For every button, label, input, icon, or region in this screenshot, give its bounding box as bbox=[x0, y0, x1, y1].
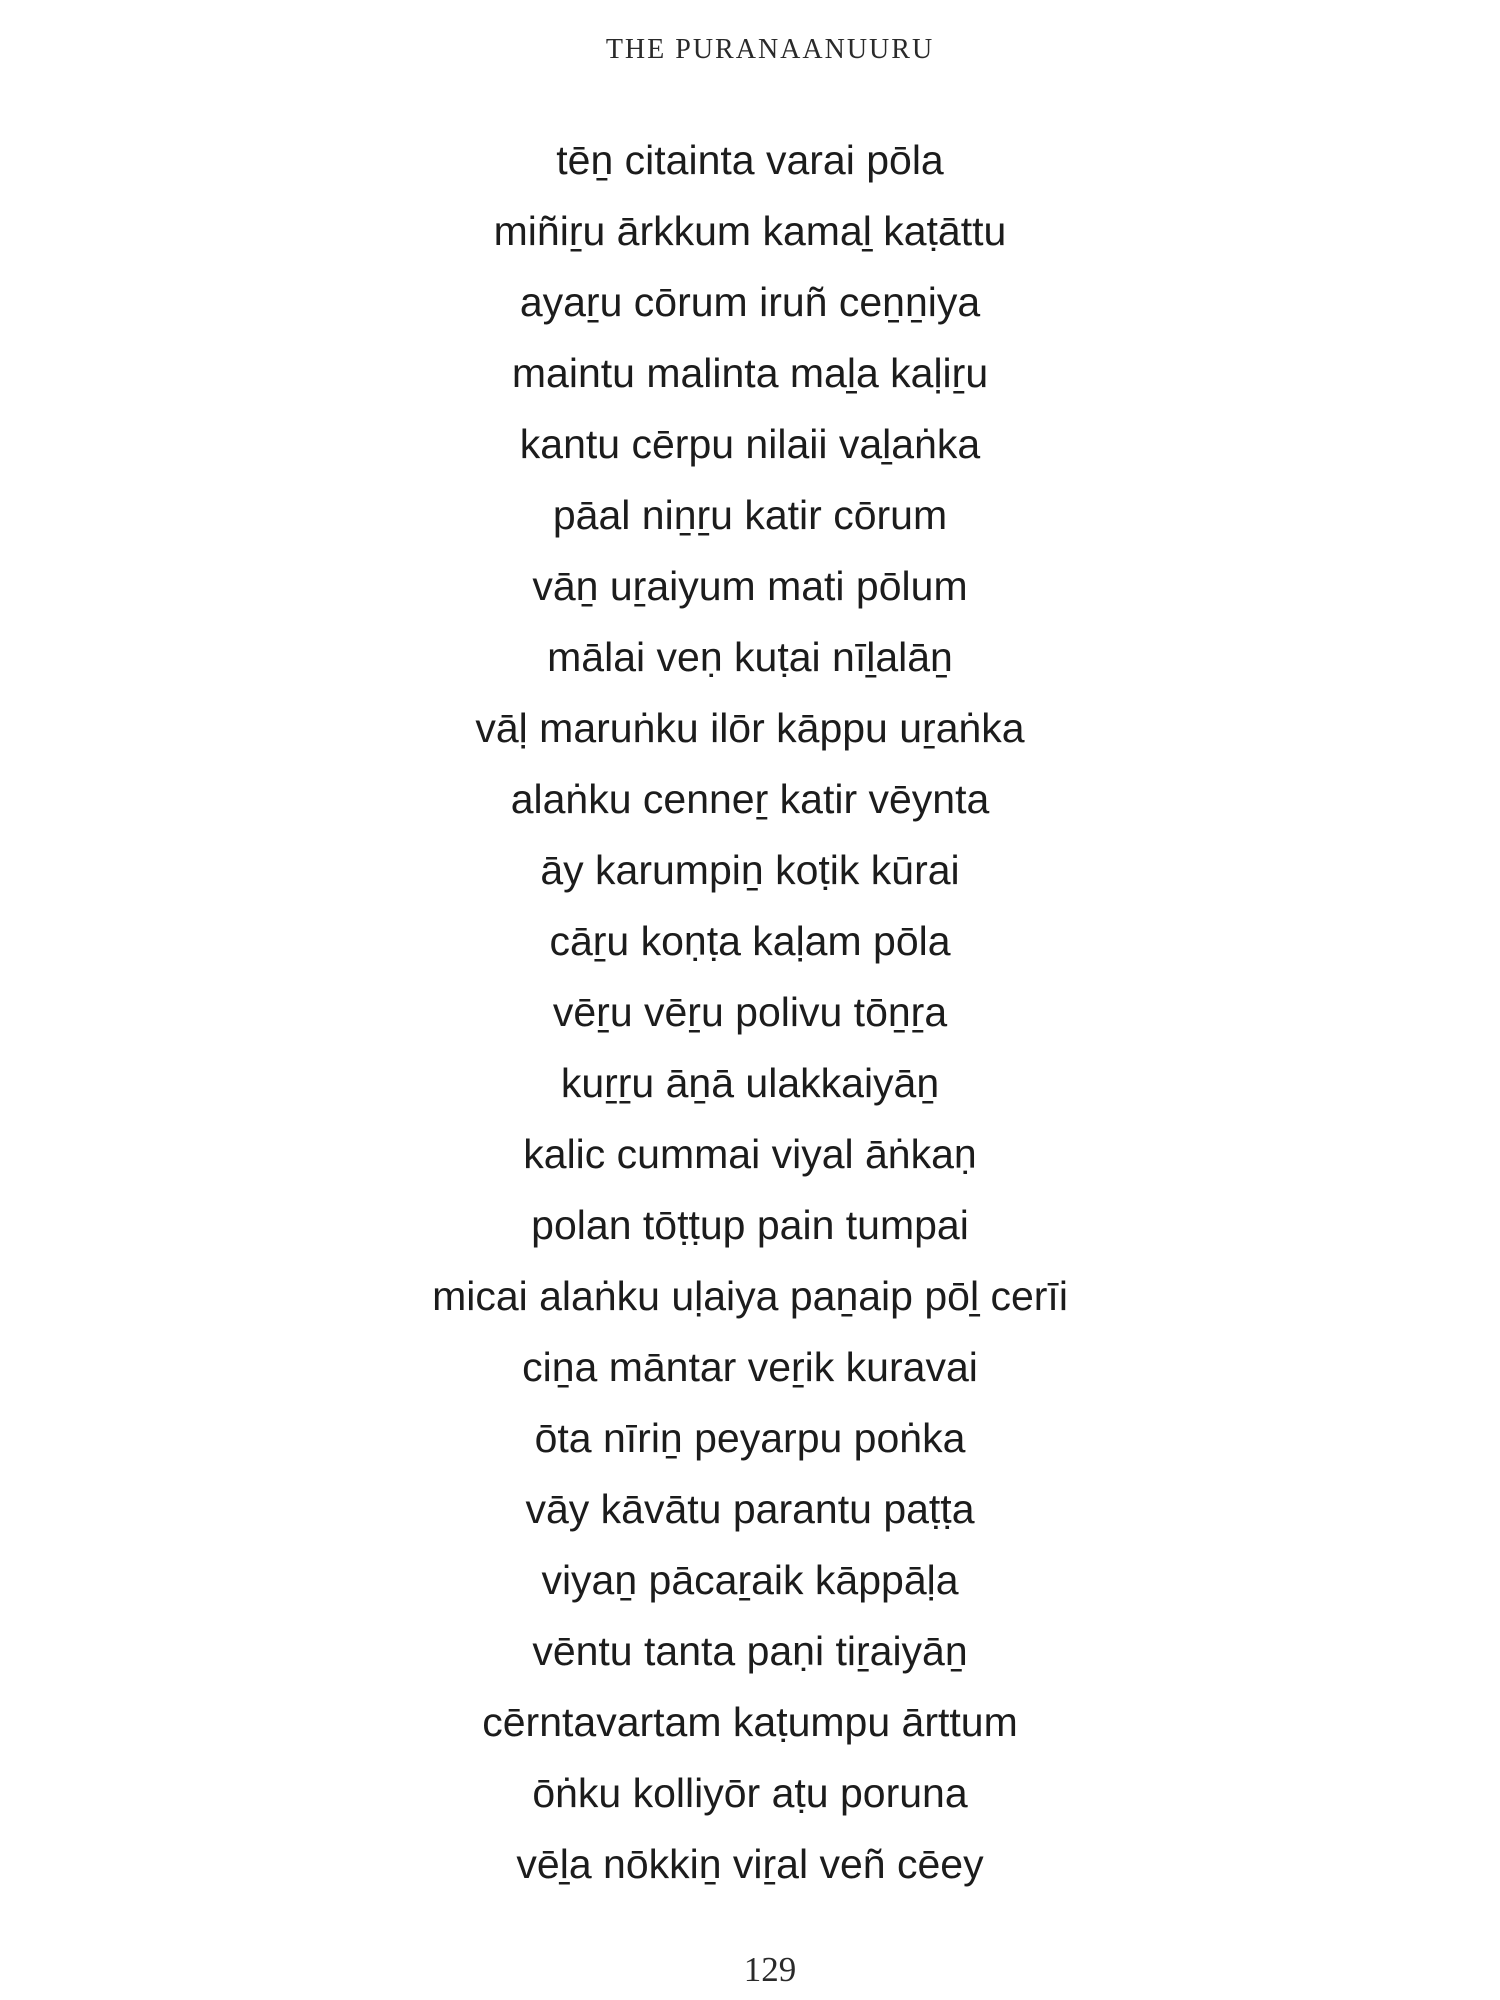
verse-line: vāy kāvātu parantu paṭṭa bbox=[525, 1486, 975, 1532]
verse-line: vēṟu vēṟu polivu tōṉṟa bbox=[552, 989, 948, 1035]
page-number: 129 bbox=[743, 1950, 797, 1989]
verse-line: miñiṟu ārkkum kamaḻ kaṭāttu bbox=[493, 208, 1007, 254]
verse-line: alaṅku cenneṟ katir vēynta bbox=[510, 776, 990, 822]
verse-line: āy karumpiṉ koṭik kūrai bbox=[540, 847, 960, 893]
verse-line: cērntavartam kaṭumpu ārttum bbox=[482, 1699, 1018, 1745]
verse-line: ayaṟu cōrum iruñ ceṉṉiya bbox=[519, 279, 981, 325]
verse-line: mālai veṇ kuṭai nīḻalāṉ bbox=[547, 634, 953, 680]
verse-line: micai alaṅku uḷaiya paṉaip pōḻ cerīi bbox=[432, 1273, 1068, 1319]
verse-line: pāal niṉṟu katir cōrum bbox=[552, 492, 948, 538]
verse-line: kantu cērpu nilaii vaḻaṅka bbox=[519, 421, 981, 467]
running-head: THE PURANAANUURU bbox=[605, 34, 935, 65]
verse-line: ōta nīriṉ peyarpu poṅka bbox=[534, 1415, 966, 1461]
verse-line: polan tōṭṭup pain tumpai bbox=[531, 1202, 969, 1248]
poem-text bbox=[0, 133, 1500, 1908]
verse-line: kuṟṟu āṉā ulakkaiyāṉ bbox=[560, 1060, 940, 1106]
verse-line: kalic cummai viyal āṅkaṇ bbox=[523, 1131, 977, 1177]
verse-line: tēṉ citainta varai pōla bbox=[556, 137, 944, 183]
verse-line: viyaṉ pācaṟaik kāppāḷa bbox=[541, 1557, 959, 1603]
verse-line: vēḻa nōkkiṉ viṟal veñ cēey bbox=[516, 1841, 984, 1887]
verse-line: ōṅku kolliyōr aṭu poruna bbox=[532, 1770, 968, 1816]
verse-line: cāṟu koṇṭa kaḷam pōla bbox=[549, 918, 951, 964]
verse-line: vāṉ uṟaiyum mati pōlum bbox=[532, 563, 968, 609]
verse-line: vēntu tanta paṇi tiṟaiyāṉ bbox=[532, 1628, 968, 1674]
verse-line: vāḷ maruṅku ilōr kāppu uṟaṅka bbox=[475, 705, 1025, 751]
verse-line: ciṉa māntar veṟik kuravai bbox=[522, 1344, 978, 1390]
verse-line: maintu malinta maḻa kaḷiṟu bbox=[511, 350, 989, 396]
